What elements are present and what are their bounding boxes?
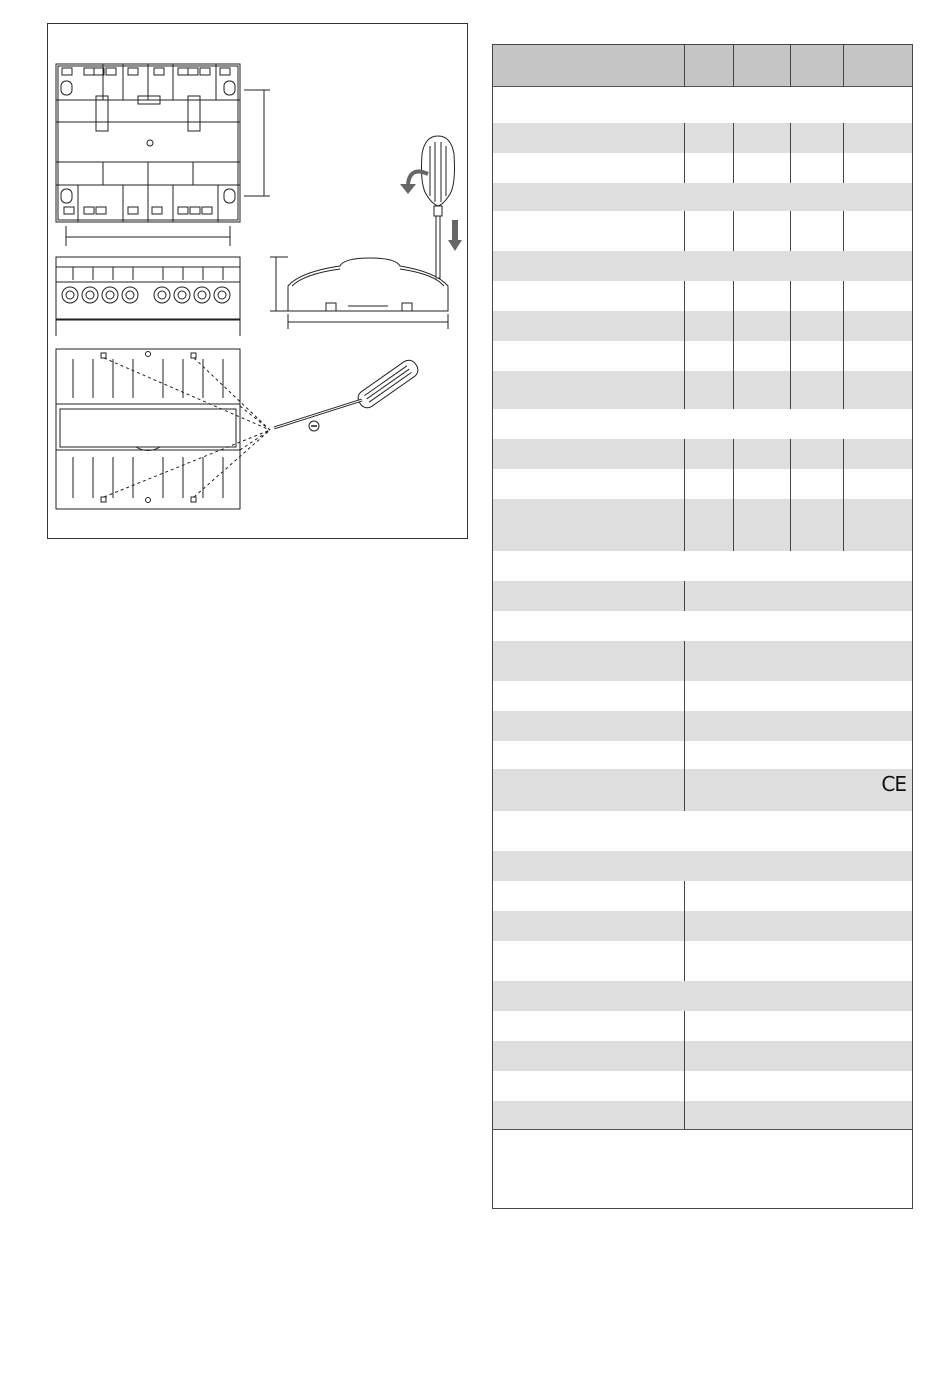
column-rule [733,211,734,251]
table-header [493,45,912,87]
table-row [493,1071,912,1101]
table-row [493,311,912,341]
device-top-view [56,64,270,246]
table-row [493,123,912,153]
section-row [493,87,912,123]
section-row [493,183,912,211]
down-arrow-icon [448,220,462,251]
table-row [493,911,912,941]
screwdriver-angled [274,357,421,428]
column-rule [790,45,791,87]
section-row [493,611,912,641]
column-rule [790,123,791,183]
table-row [493,711,912,741]
column-rule [684,641,685,811]
column-rule [843,439,844,551]
column-rule [843,211,844,251]
column-rule [684,439,685,551]
table-row [493,1011,912,1041]
table-row [493,281,912,311]
column-rule [843,281,844,409]
table-row [493,681,912,711]
column-rule [684,281,685,409]
table-row [493,1041,912,1071]
table-row [493,641,912,681]
table-row [493,881,912,911]
table-row [493,941,912,981]
column-rule [790,439,791,551]
column-rule [684,123,685,183]
table-row [493,211,912,251]
column-rule [790,211,791,251]
column-rule [790,281,791,409]
column-rule [733,439,734,551]
section-row [493,981,912,1011]
device-figure-panel [47,23,468,539]
table-row [493,341,912,371]
minus-circle-icon [309,421,319,431]
column-rule [733,123,734,183]
section-row [493,851,912,881]
column-rule [733,45,734,87]
table-row [493,469,912,499]
table-row [493,741,912,769]
column-rule [684,45,685,87]
column-rule [843,45,844,87]
column-rule [684,581,685,611]
footer-row [493,1129,912,1209]
spec-table [492,44,913,1209]
table-row [493,499,912,551]
column-rule [684,881,685,981]
column-rule [684,1011,685,1129]
ce-mark: CE [881,772,906,796]
device-drawings [48,24,469,540]
table-row [493,1101,912,1129]
table-row [493,153,912,183]
device-front-view [56,257,240,336]
screwdriver-icon [422,136,455,278]
section-row [493,551,912,581]
section-row [493,811,912,851]
section-row [493,409,912,439]
table-row [493,439,912,469]
section-row [493,251,912,281]
column-rule [843,123,844,183]
device-side-view [270,257,448,329]
table-row [493,371,912,409]
table-row [493,769,912,811]
column-rule [684,211,685,251]
device-rear-view [56,349,270,509]
column-rule [733,281,734,409]
table-row [493,581,912,611]
